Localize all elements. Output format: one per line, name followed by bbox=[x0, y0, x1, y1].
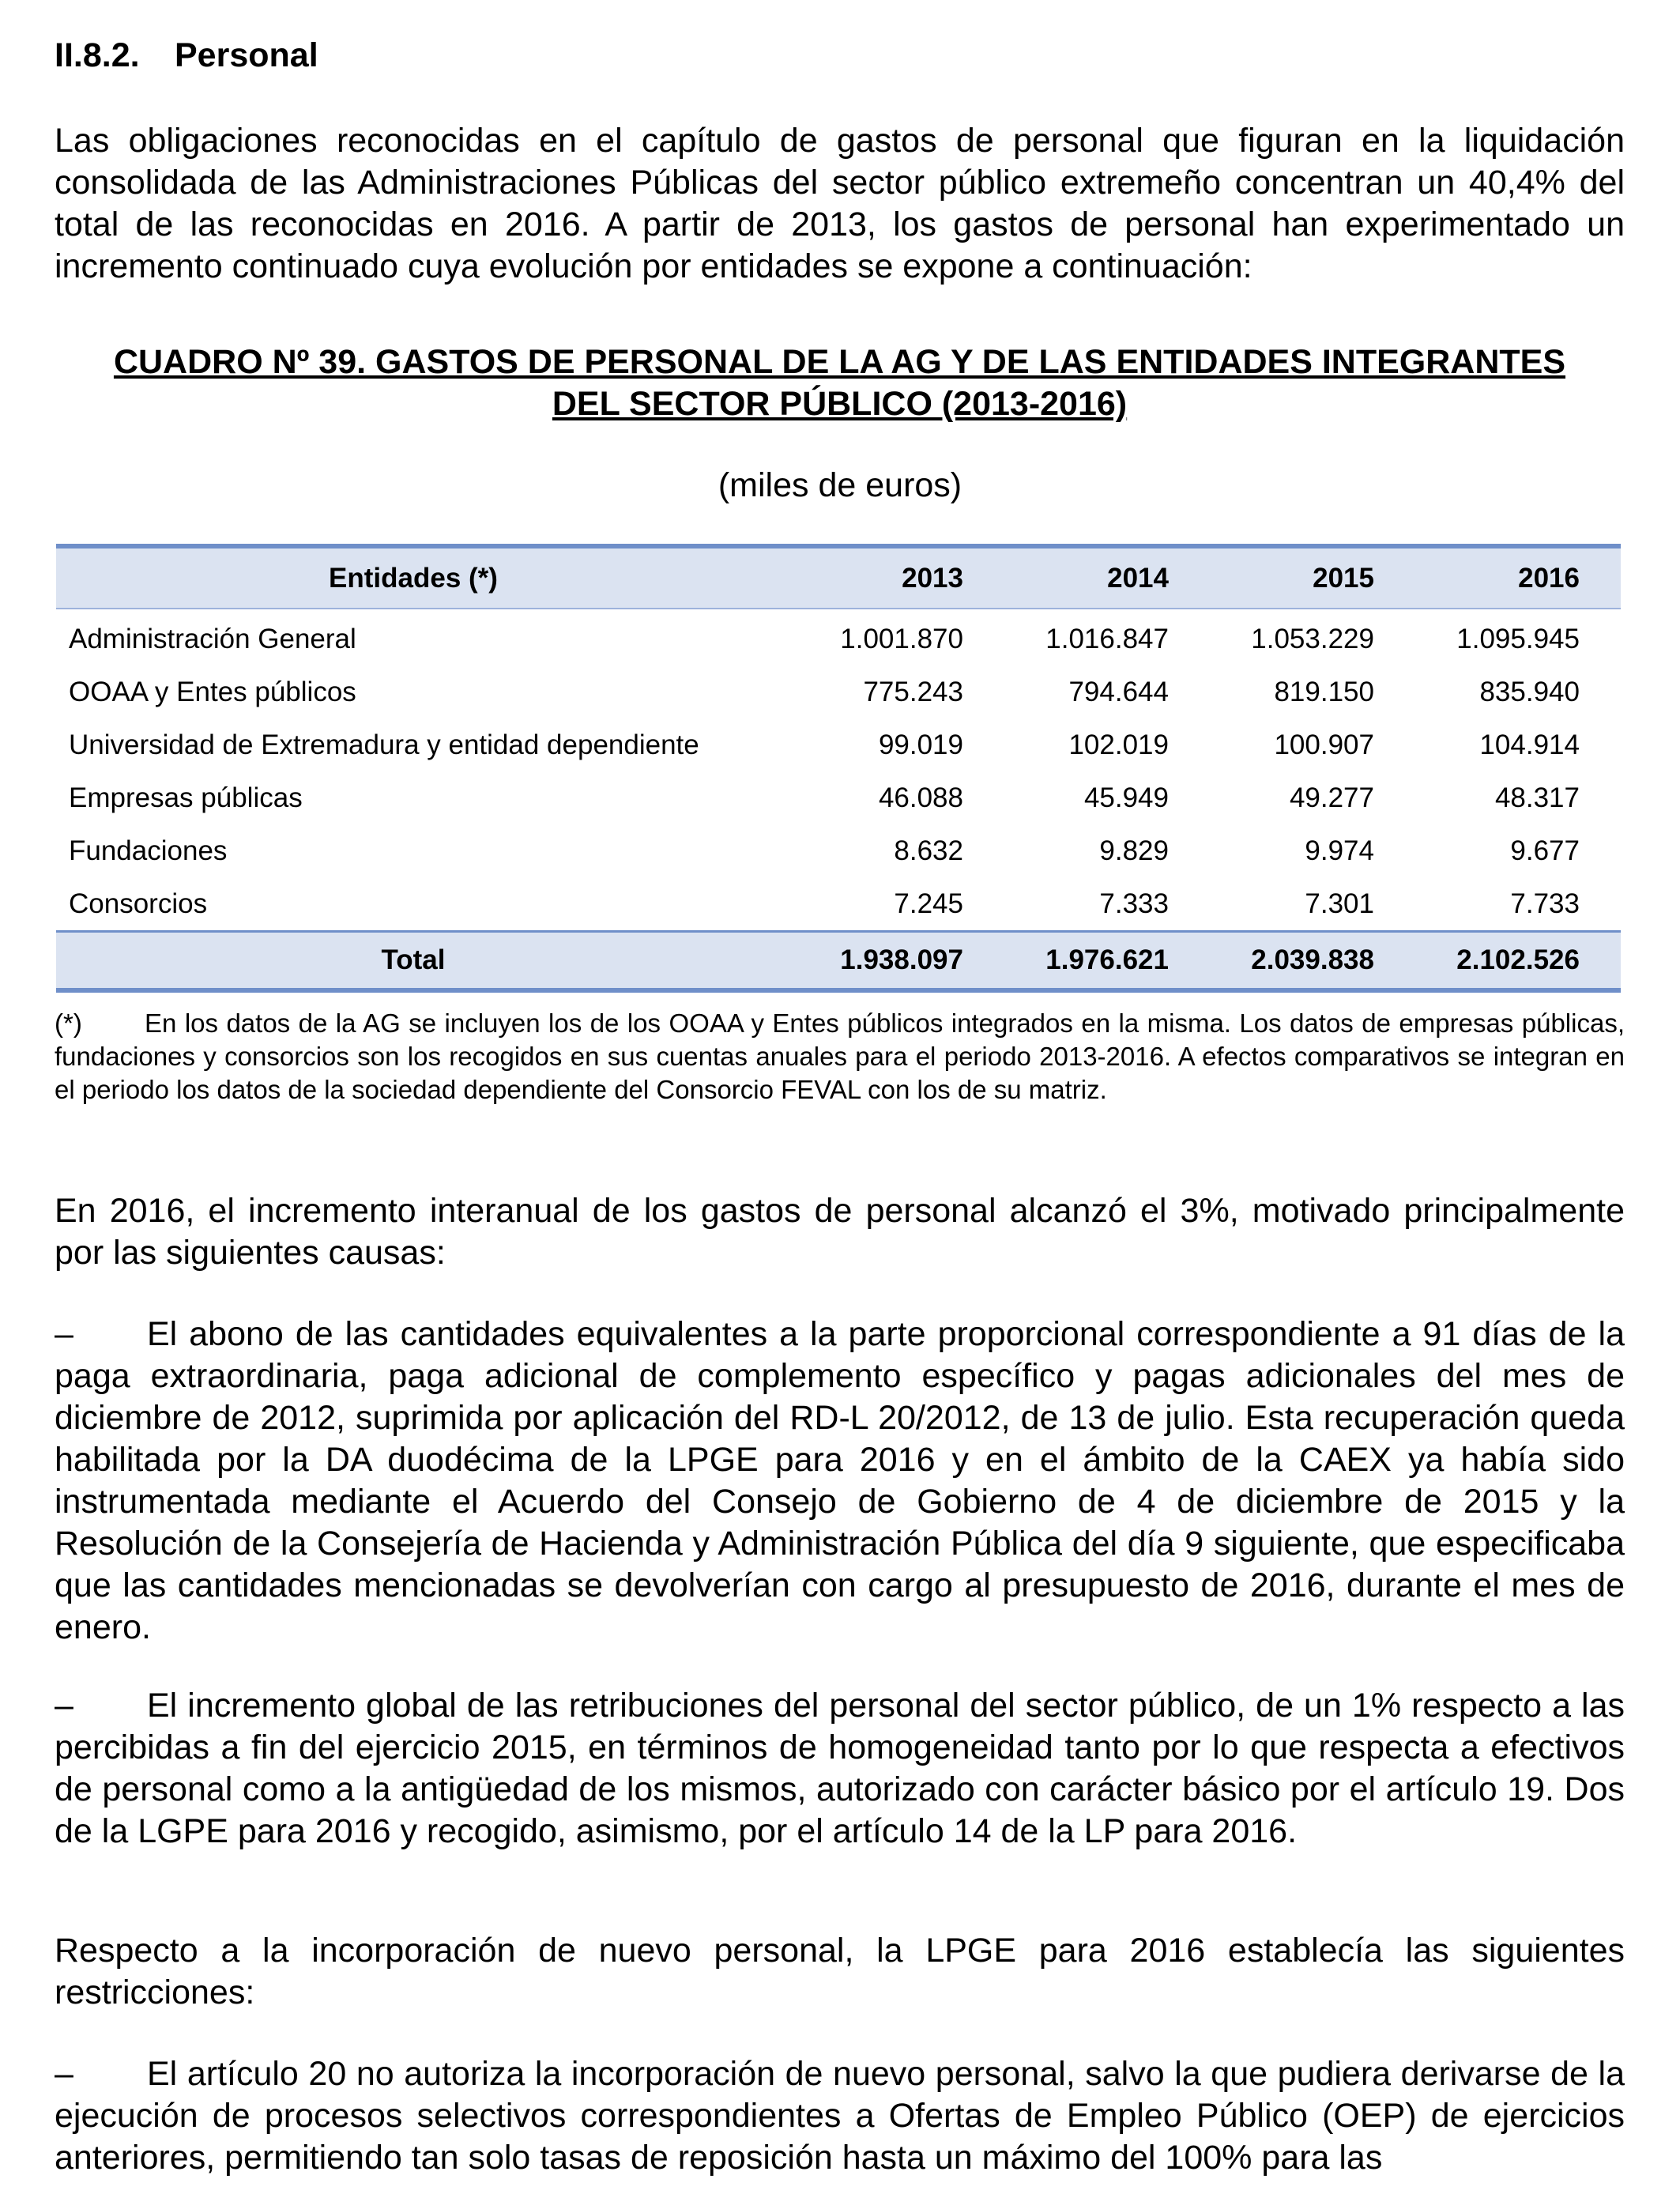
cell-2013: 46.088 bbox=[878, 782, 963, 813]
column-header-2015: 2015 bbox=[1313, 562, 1374, 594]
cell-entity: Administración General bbox=[69, 623, 356, 654]
cell-2014: 9.829 bbox=[1099, 835, 1169, 866]
cell-2014: 794.644 bbox=[1068, 676, 1169, 707]
footnote-mark: (*) bbox=[55, 1008, 82, 1038]
table-title bbox=[55, 341, 1625, 425]
paragraph-new-staff: Respecto a la incorporación de nuevo personal, la LPGE para 2016 establecía las siguientes restricciones: bbox=[55, 1932, 1625, 2011]
table-title-line-1: CUADRO Nº 39. GASTOS DE PERSONAL DE LA AG Y DE LAS ENTIDADES INTEGRANTES bbox=[113, 343, 1566, 381]
cell-2013: 99.019 bbox=[878, 729, 963, 760]
column-header-2013: 2013 bbox=[902, 562, 963, 594]
column-header-2016: 2016 bbox=[1518, 562, 1580, 594]
table-row bbox=[56, 771, 1621, 824]
bullet-2-text: El incremento global de las retribuciones del personal del sector público, de un 1% respecto a las percibidas a fin del ejercicio 2015, en términos de homogeneidad tanto por lo que respecta a efectivos de personal como a la antigüedad de los mismos, autorizado con carácter básico por el artículo 19. Dos de la LGPE para 2016 y recogido, asimismo, por el artículo 14 de la LP para 2016. bbox=[55, 1687, 1625, 1850]
footnote-text: En los datos de la AG se incluyen los de los OOAA y Entes públicos integrados en la misma. Los datos de empresas públicas, fundaciones y consorcios son los recogidos en sus cuentas anuales para el periodo 2013-2016. A efectos comparativos se integran en el periodo los datos de la sociedad dependiente del Consorcio FEVAL con los de su matriz. bbox=[55, 1008, 1625, 1104]
cell-entity: Universidad de Extremadura y entidad dependiente bbox=[69, 729, 699, 760]
paragraph-increase-2016: En 2016, el incremento interanual de los gastos de personal alcanzó el 3%, motivado principalmente por las siguientes causas: bbox=[55, 1192, 1625, 1272]
section-heading bbox=[55, 36, 318, 75]
cell-2013: 7.245 bbox=[894, 888, 963, 919]
bullet-item-3 bbox=[55, 2053, 1625, 2179]
bullet-item-1 bbox=[55, 1314, 1625, 1649]
cell-entity: Fundaciones bbox=[69, 835, 228, 866]
cell-2016: 835.940 bbox=[1479, 676, 1580, 707]
total-2015: 2.039.838 bbox=[1251, 944, 1374, 975]
table-total-row bbox=[56, 932, 1621, 991]
bullet-3-text: El artículo 20 no autoriza la incorporación de nuevo personal, salvo la que pudiera derivarse de la ejecución de procesos selectivos correspondientes a Ofertas de Empleo Público (OEP) de ejercicios anteriores, permitiendo tan solo tasas de reposición hasta un máximo del 100% para las bbox=[55, 2055, 1625, 2177]
table-footnote bbox=[55, 1007, 1625, 1106]
cell-2015: 7.301 bbox=[1305, 888, 1374, 919]
cell-2014: 7.333 bbox=[1099, 888, 1169, 919]
table-row bbox=[56, 877, 1621, 932]
table-row bbox=[56, 609, 1621, 665]
total-2014: 1.976.621 bbox=[1045, 944, 1169, 975]
cell-entity: Empresas públicas bbox=[69, 782, 303, 813]
cell-2016: 7.733 bbox=[1510, 888, 1580, 919]
section-title: Personal bbox=[175, 36, 318, 74]
cell-2015: 100.907 bbox=[1274, 729, 1374, 760]
cell-2016: 1.095.945 bbox=[1456, 623, 1580, 654]
total-2013: 1.938.097 bbox=[840, 944, 963, 975]
cell-2013: 775.243 bbox=[863, 676, 963, 707]
cell-2013: 1.001.870 bbox=[840, 623, 963, 654]
cell-2016: 48.317 bbox=[1494, 782, 1580, 813]
cell-2015: 9.974 bbox=[1305, 835, 1374, 866]
column-header-2014: 2014 bbox=[1107, 562, 1169, 594]
dash-bullet: – bbox=[55, 1315, 73, 1353]
cell-2014: 1.016.847 bbox=[1045, 623, 1169, 654]
table-header-row bbox=[56, 546, 1621, 609]
table-units: (miles de euros) bbox=[718, 466, 962, 504]
dash-bullet: – bbox=[55, 2055, 73, 2093]
intro-paragraph: Las obligaciones reconocidas en el capítulo de gastos de personal que figuran en la liquidación consolidada de las Administraciones Públicas del sector público extremeño concentran un 40,4% del total de las reconocidas en 2016. A partir de 2013, los gastos de personal han experimentado un incremento continuado cuya evolución por entidades se expone a continuación: bbox=[55, 122, 1625, 285]
cell-2016: 9.677 bbox=[1510, 835, 1580, 866]
table-row bbox=[56, 718, 1621, 771]
total-label: Total bbox=[381, 944, 446, 975]
table-title-line-2: DEL SECTOR PÚBLICO (2013-2016) bbox=[552, 385, 1128, 423]
column-header-entidades: Entidades (*) bbox=[329, 562, 498, 594]
cell-2015: 819.150 bbox=[1274, 676, 1374, 707]
cell-2015: 49.277 bbox=[1289, 782, 1374, 813]
cell-2016: 104.914 bbox=[1479, 729, 1580, 760]
section-number: II.8.2. bbox=[55, 36, 140, 74]
personnel-expenses-table bbox=[56, 544, 1621, 993]
table-row bbox=[56, 665, 1621, 718]
cell-2014: 102.019 bbox=[1068, 729, 1169, 760]
dash-bullet: – bbox=[55, 1687, 73, 1725]
bullet-item-2 bbox=[55, 1685, 1625, 1853]
cell-2014: 45.949 bbox=[1083, 782, 1169, 813]
bullet-1-text: El abono de las cantidades equivalentes a la parte proporcional correspondiente a 91 días de la paga extraordinaria, paga adicional de complemento específico y pagas adicionales del mes de diciembre de 2012, suprimida por aplicación del RD-L 20/2012, de 13 de julio. Esta recuperación queda habilitada por la DA duodécima de la LPGE para 2016 y en el ámbito de la CAEX ya había sido instrumentada mediante el Acuerdo del Consejo de Gobierno de 4 de diciembre de 2015 y la Resolución de la Consejería de Hacienda y Administración Pública del día 9 siguiente, que especificaba que las cantidades mencionadas se devolverían con cargo al presupuesto de 2016, durante el mes de enero. bbox=[55, 1315, 1625, 1646]
cell-2015: 1.053.229 bbox=[1251, 623, 1374, 654]
cell-2013: 8.632 bbox=[894, 835, 963, 866]
total-2016: 2.102.526 bbox=[1456, 944, 1580, 975]
table-row bbox=[56, 824, 1621, 877]
cell-entity: Consorcios bbox=[69, 888, 208, 919]
cell-entity: OOAA y Entes públicos bbox=[69, 676, 356, 707]
